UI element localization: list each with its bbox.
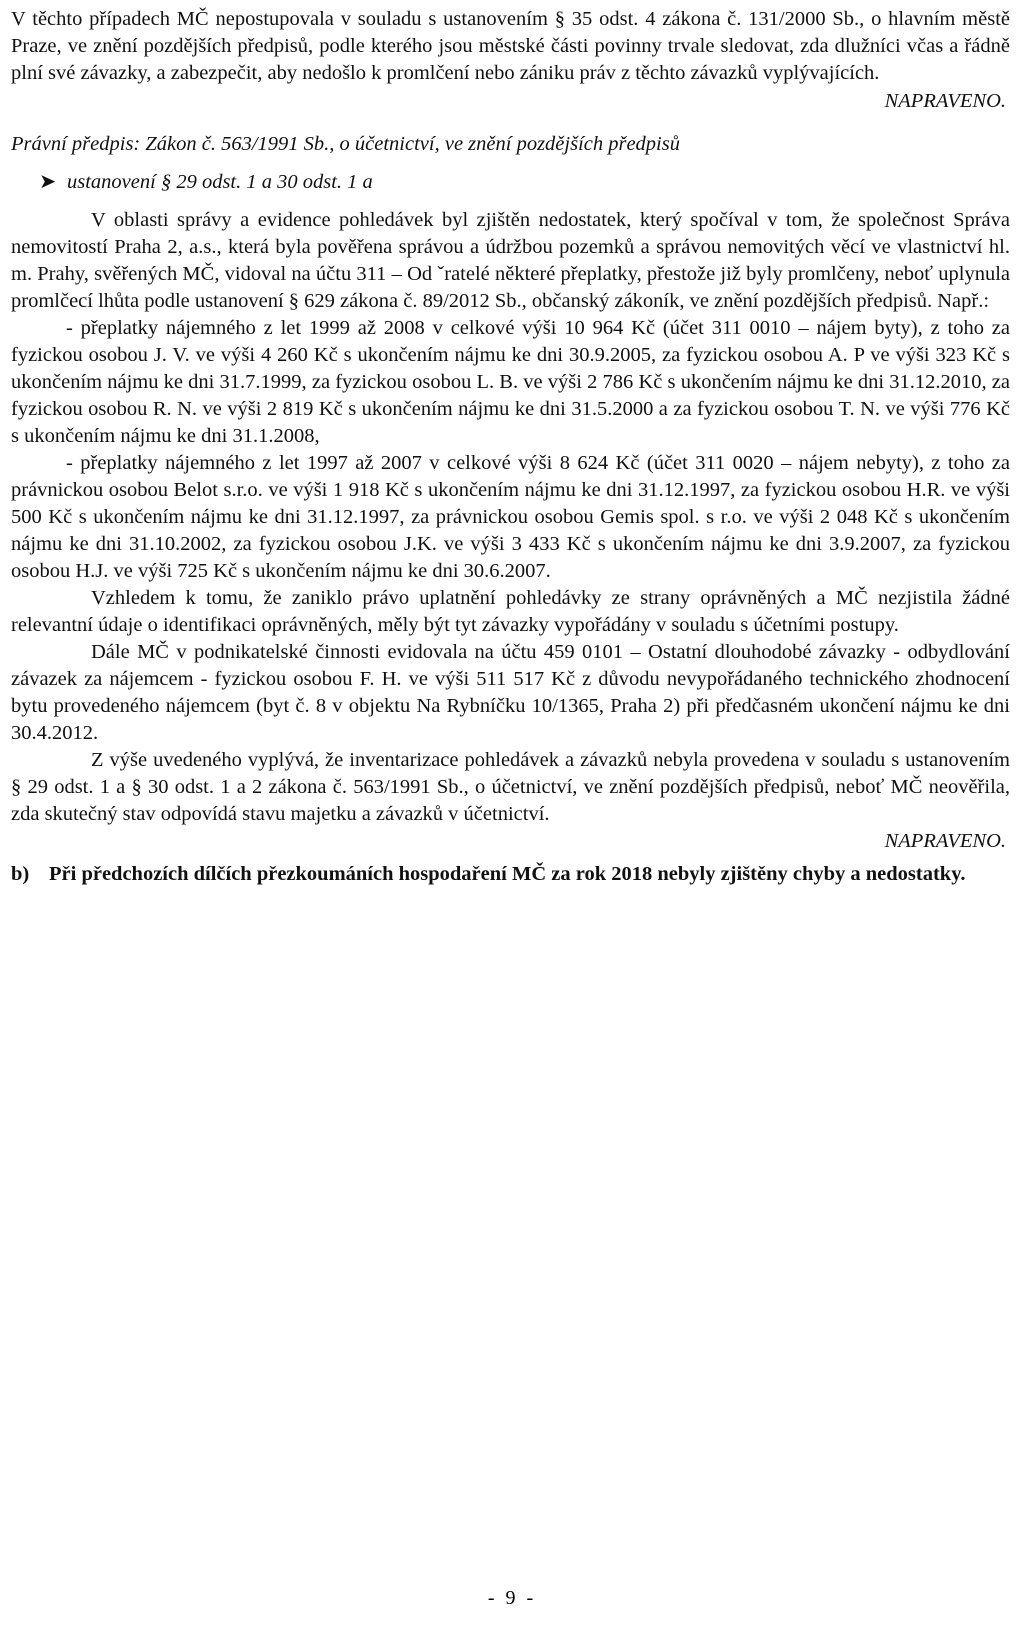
page-number: - 9 - xyxy=(487,1587,537,1609)
legal-regulation-title: Právní předpis: Zákon č. 563/1991 Sb., o účetnictví, ve znění pozdějších předpisů xyxy=(11,133,680,155)
arrow-bullet-icon: ➤ xyxy=(39,171,57,193)
paragraph-long-term-liability: Dále MČ v podnikatelské činnosti evidovala na účtu 459 0101 – Ostatní dlouhodobé závazky - odbydlování závazek za nájemcem - fyzickou osobou F. H. ve výši 511 517 Kč z důvodu nevypořádaného technického zhodnocení bytu provedeného nájemcem (byt č. 8 v objektu Na Rybníčku 10/1365, Praha 2) při předčasném ukončení nájmu ke dni 30.4.2012. xyxy=(11,641,1010,744)
final-finding xyxy=(11,861,1010,888)
paragraph-compliance-finding: V těchto případech MČ nepostupovala v souladu s ustanovením § 35 odst. 4 zákona č. 131/2000 Sb., o hlavním městě Praze, ve znění pozdějších předpisů, podle kterého jsou městské části povinny trvale sledovat, zda dlužníci včas a řádně plní své závazky, a zabezpečit, aby nedošlo k promlčení nebo zániku práv z těchto závazků vyplývajících. xyxy=(11,8,1010,84)
paragraph-inventory-conclusion: Z výše uvedeného vyplývá, že inventarizace pohledávek a závazků nebyla provedena v souladu s ustanovením § 29 odst. 1 a § 30 odst. 1 a 2 zákona č. 563/1991 Sb., o účetnictví, ve znění pozdějších předpisů, neboť MČ neověřila, zda skutečný stav odpovídá stavu majetku a závazků v účetnictví. xyxy=(11,749,1010,825)
paragraph-receivables-deficiency: V oblasti správy a evidence pohledávek byl zjištěn nedostatek, který spočíval v tom, že společnost Správa nemovitostí Praha 2, a.s., která byla pověřena správou a údržbou pozemků a správou nemovitých věcí ve vlastnictví hl. m. Prahy, svěřených MČ, vidoval na účtu 311 – Od ˇratelé některé přeplatky, přestože již byly promlčeny, neboť uplynula promlčecí lhůta podle ustanovení § 629 zákona č. 89/2012 Sb., občanský zákoník, ve znění pozdějších předpisů. Např.: xyxy=(11,209,1010,312)
paragraph-liability-settlement: Vzhledem k tomu, že zaniklo právo uplatnění pohledávky ze strany oprávněných a MČ nezjistila žádné relevantní údaje o identifikaci oprávněných, měly být tyt závazky vypořádány v souladu s účetními postupy. xyxy=(11,587,1010,636)
regulation-provision-text: ustanovení § 29 odst. 1 a 30 odst. 1 a xyxy=(67,171,373,193)
status-remedied-2: NAPRAVENO. xyxy=(884,830,1006,852)
regulation-bullet xyxy=(11,169,1010,196)
status-remedied-1: NAPRAVENO. xyxy=(884,90,1006,112)
list-item-overpayments-housing: - přeplatky nájemného z let 1999 až 2008 v celkové výši 10 964 Kč (účet 311 0010 – nájem byty), z toho za fyzickou osobou J. V. ve výši 4 260 Kč s ukončením nájmu ke dni 30.9.2005, za fyzickou osobou A. P ve výši 323 Kč s ukončením nájmu ke dni 31.7.1999, za fyzickou osobou L. B. ve výši 2 786 Kč s ukončením nájmu ke dni 31.12.2010, za fyzickou osobou R. N. ve výši 2 819 Kč s ukončením nájmu ke dni 31.5.2000 a za fyzickou osobou T. N. ve výši 776 Kč s ukončením nájmu ke dni 31.1.2008, xyxy=(11,317,1010,447)
final-finding-letter: b) xyxy=(11,863,30,885)
final-finding-text: Při předchozích dílčích přezkoumáních hospodaření MČ za rok 2018 nebyly zjištěny chyby a nedostatky. xyxy=(49,863,966,885)
list-item-overpayments-nonresidential: - přeplatky nájemného z let 1997 až 2007 v celkové výši 8 624 Kč (účet 311 0020 – nájem nebyty), z toho za právnickou osobou Belot s.r.o. ve výši 1 918 Kč s ukončením nájmu ke dni 31.12.1997, za fyzickou osobou H.R. ve výši 500 Kč s ukončením nájmu ke dni 31.12.1997, za právnickou osobou Gemis spol. s r.o. ve výši 2 048 Kč s ukončením nájmu ke dni 31.10.2002, za fyzickou osobou J.K. ve výši 3 433 Kč s ukončením nájmu ke dni 3.9.2007, za fyzickou osobou H.J. ve výši 725 Kč s ukončením nájmu ke dni 30.6.2007. xyxy=(11,452,1010,582)
